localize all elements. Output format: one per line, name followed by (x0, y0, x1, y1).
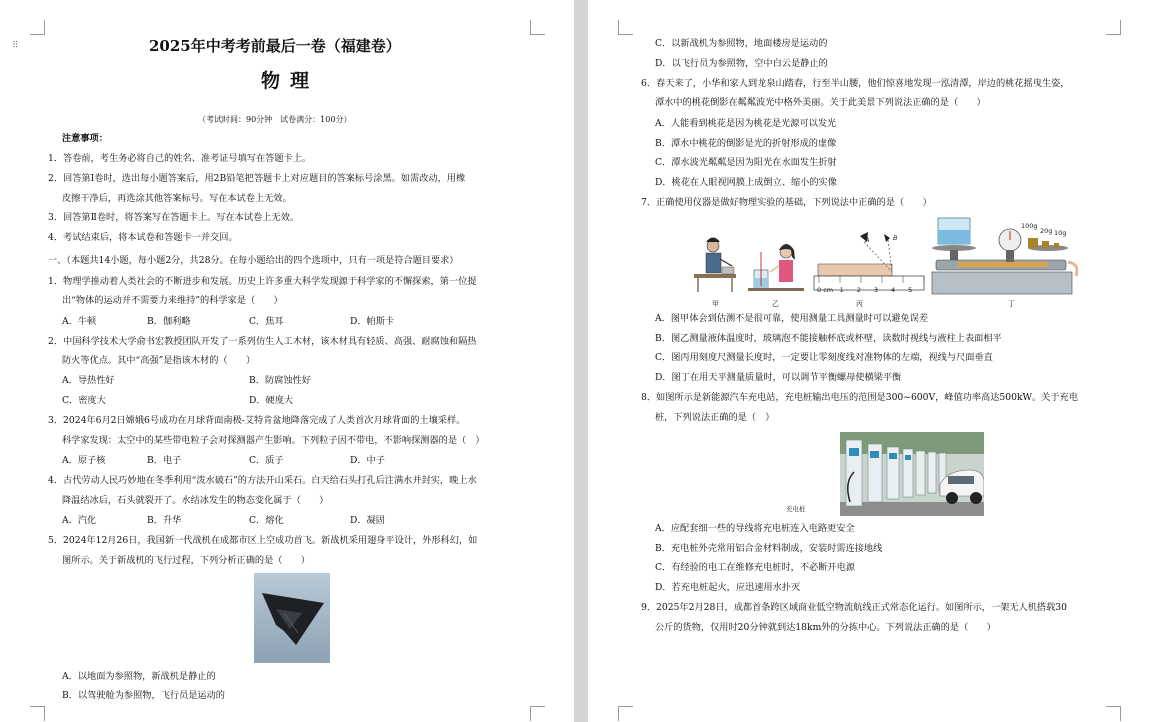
answer-option: D．硬度大 (249, 395, 294, 406)
crop-mark (1106, 706, 1121, 721)
answer-option: C．有经验的电工在维修充电桩时，不必断开电源 (655, 562, 855, 573)
answer-option: D．中子 (350, 455, 385, 466)
answer-option: B．防腐蚀性好 (249, 375, 311, 386)
fighter-jet-image (254, 573, 330, 663)
answer-option: D．凝固 (350, 515, 385, 526)
answer-option: B．充电桩外壳常用铝合金材料制成，安装时需连接地线 (655, 543, 883, 554)
question-text: 出“物体的运动并不需要力来维持”的科学家是（ ） (62, 295, 283, 306)
answer-option: C．熔化 (249, 515, 284, 526)
answer-option: B．潭水中桃花的倒影是光的折射形成的虚像 (655, 138, 837, 149)
question-text: 6．春天来了，小华和家人到龙泉山踏春，行至半山腰，他们惊喜地发现一泓清潭，岸边的桃花摇曳生姿， (641, 78, 1070, 89)
answer-option: C．质子 (249, 455, 284, 466)
answer-option: B．图乙测量液体温度时，玻璃泡不能接触杯底或杯壁，读数时视线与液柱上表面相平 (655, 333, 1002, 344)
note-line: 2．回答第Ⅰ卷时，选出每小题答案后，用2B铅笔把答题卡上对应题目的答案标号涂黑。如需改动，用橡 (48, 173, 466, 184)
question-text: 3．2024年6月2日嫦娥6号成功在月球背面南极-艾特肯盆地降落完成了人类首次月球背面的土壤采样。 (48, 415, 466, 426)
exam-meta: （考试时间：90分钟 试卷满分：100分） (198, 115, 352, 124)
crop-mark (1106, 20, 1121, 35)
figure-label: 丙 (856, 300, 863, 308)
answer-option: D．若充电桩起火，应迅速用水扑灭 (655, 582, 801, 593)
answer-option: A．汽化 (62, 515, 97, 526)
answer-option: C．焦耳 (249, 316, 284, 327)
answer-option: A．人能看到桃花是因为桃花是光源可以发光 (655, 118, 837, 129)
answer-option: D．帕斯卡 (350, 316, 395, 327)
point-marker: B (893, 234, 898, 242)
weight-label: 20g (1040, 227, 1053, 235)
page-gutter (574, 0, 588, 722)
question-text: 图所示。关于新战机的飞行过程，下列分析正确的是（ ） (62, 555, 311, 566)
drag-handle-icon[interactable]: ⠿ (12, 41, 20, 51)
question-text: 公斤的货物，仅用时20分钟就到达18km外的分拣中心。下列说法正确的是（ ） (655, 622, 996, 633)
answer-option: B．电子 (147, 455, 182, 466)
crop-mark (530, 20, 545, 35)
question-text: 4．古代劳动人民巧妙地在冬季利用“泼水破石”的方法开山采石。白天给石头打孔后注满水并封实，晚上水 (48, 475, 477, 486)
question-text: 5．2024年12月26日，我国新一代战机在成都市区上空成功首飞。新战机采用翅身平设计，外形科幻，如 (48, 535, 478, 546)
question-text: 潭水中的桃花倒影在粼粼波光中格外美丽。关于此美景下列说法正确的是（ ） (655, 97, 986, 108)
document-page-left (0, 0, 574, 722)
point-marker: A (865, 236, 870, 244)
note-line: 3．回答第Ⅱ卷时，将答案写在答题卡上。写在本试卷上无效。 (48, 212, 299, 223)
crop-mark (30, 706, 45, 721)
figure-label: 乙 (772, 300, 779, 308)
answer-option: C．图丙用刻度尺测量长度时，一定要让零刻度线对准物体的左端，视线与尺面垂直 (655, 352, 993, 363)
answer-option: D．以飞行员为参照物，空中白云是静止的 (655, 58, 828, 69)
crop-mark (530, 706, 545, 721)
weight-label: 10g (1054, 229, 1067, 237)
question-text: 9．2025年2月28日，成都首条跨区域商业低空物流航线正式常态化运行。如图所示，一架无人机搭载30 (641, 602, 1067, 613)
note-line: 皮擦干净后，再选涂其他答案标号。写在本试卷上无效。 (62, 193, 292, 204)
figure-label: 丁 (1008, 300, 1015, 308)
answer-option: C．潭水波光粼粼是因为阳光在水面发生折射 (655, 157, 837, 168)
crop-mark (618, 20, 633, 35)
question-text: 防火等优点。其中“高强”是指该木材的（ ） (62, 355, 256, 366)
image-caption: 充电桩 (786, 505, 806, 513)
answer-option: D．桃花在人眼视网膜上成倒立、缩小的实像 (655, 177, 837, 188)
question-text: 8．如图所示是新能源汽车充电站，充电桩输出电压的范围是300~600V，峰值功率高达500kW。关于充电 (641, 392, 1078, 403)
answer-option: A．以地面为参照物，新战机是静止的 (62, 671, 216, 682)
section-heading: 一、（本题共14小题，每小题2分，共28分。在每小题给出的四个选项中，只有一项是符合题目要求） (48, 255, 459, 266)
answer-option: A．牛顿 (62, 316, 97, 327)
answer-option: A．原子核 (62, 455, 106, 466)
answer-option: B．伽利略 (147, 316, 191, 327)
answer-option: C．密度大 (62, 395, 106, 406)
note-line: 1．答卷前，考生务必将自己的姓名、准考证号填写在答题卡上。 (48, 153, 312, 164)
document-title: 2025年中考考前最后一卷（福建卷） (149, 37, 401, 55)
question-text: 科学家发现：太空中的某些带电粒子会对探测器产生影响。下列粒子因不带电，不影响探测器的是（ ） (62, 435, 485, 446)
question-text: 2．中国科学技术大学俞书宏教授团队开发了一系列仿生人工木材，该木材具有轻质、高强、耐腐蚀和隔热 (48, 336, 477, 347)
question-text: 降温结冰后，石头就裂开了。水结冰发生的物态变化属于（ ） (62, 495, 329, 506)
answer-option: B．以驾驶舱为参照物，飞行员是运动的 (62, 690, 225, 701)
charging-station-image (840, 432, 984, 516)
answer-option: B．升华 (147, 515, 182, 526)
figure-jia (694, 238, 736, 293)
crop-mark (618, 706, 633, 721)
figure-label: 甲 (712, 300, 719, 308)
crop-mark (30, 20, 45, 35)
question-text: 桩，下列说法正确的是（ ） (655, 412, 775, 423)
figure-yi (748, 244, 804, 291)
answer-option: A．导热性好 (62, 375, 115, 386)
question-text: 7．正确使用仪器是做好物理实验的基础，下列说法中正确的是（ ） (641, 197, 932, 208)
document-page-right (588, 0, 1154, 722)
notes-heading: 注意事项： (62, 133, 108, 144)
answer-option: C．以新战机为参照物，地面楼房是运动的 (655, 38, 828, 49)
subject-heading: 物理 (261, 70, 320, 92)
answer-option: A．应配套细一些的导线将充电桩连入电路更安全 (655, 523, 855, 534)
weight-label: 100g (1021, 222, 1038, 230)
question-text: 1．物理学推动着人类社会的不断进步和发展。历史上许多重大科学发现源于科学家的不懈探索，第一位提 (48, 276, 477, 287)
answer-option: D．图丁在用天平测量质量时，可以调节平衡螺母使横梁平衡 (655, 372, 902, 383)
ruler-scale-text: 0 cm 1 2 3 4 5 (817, 286, 913, 294)
note-line: 4．考试结束后，将本试卷和答题卡一并交回。 (48, 232, 238, 243)
answer-option: A．图甲体会到估测不是很可靠，使用测量工具测量时可以避免误差 (655, 313, 929, 324)
